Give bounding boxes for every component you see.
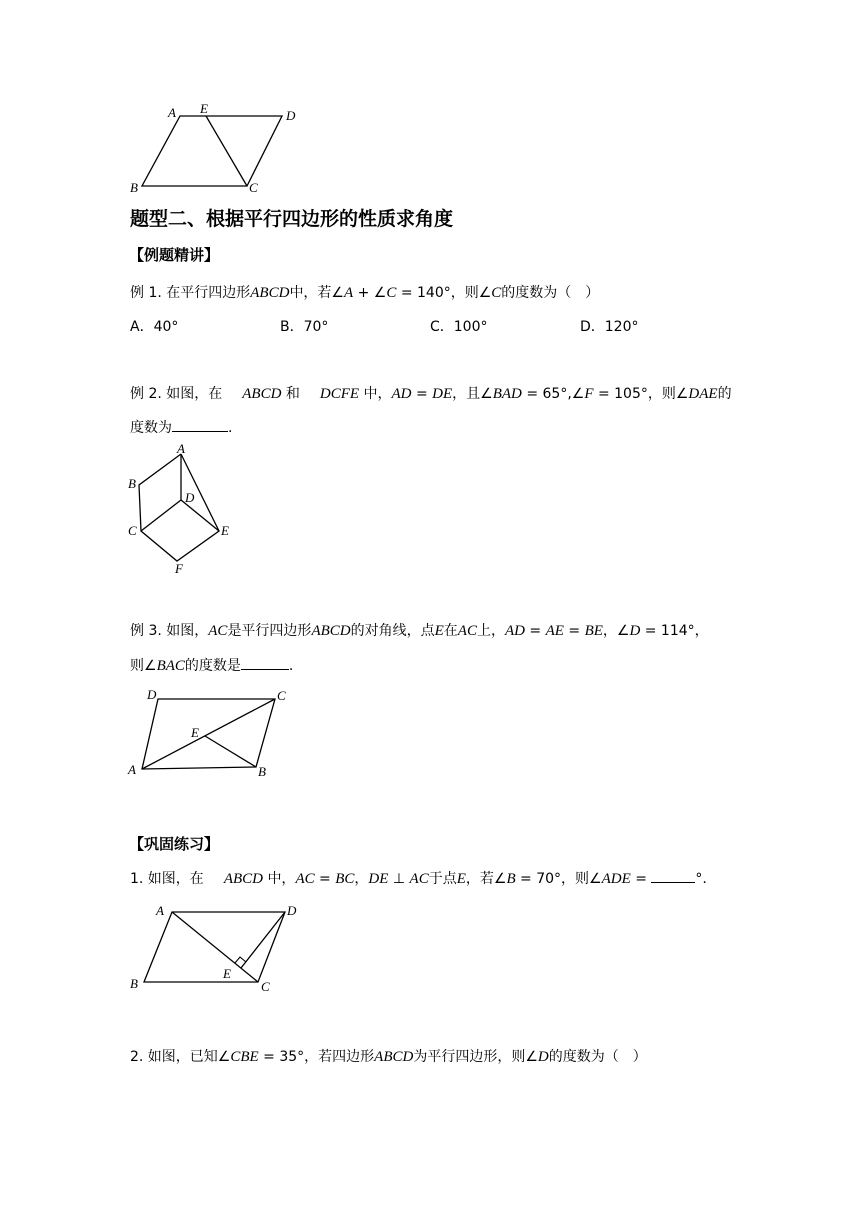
p2-cbe: CBE [230,1049,259,1065]
outer-outline [139,454,219,561]
example-2-figure [125,442,245,577]
ex3-be: BE [584,623,603,639]
ex2-mid: 中， [363,386,392,402]
practice-heading: 【巩固练习】 [129,835,220,853]
ex1-suffix: 的度数为（ ） [501,285,600,301]
p1-de: DE [368,871,389,887]
ex2-answer-blank[interactable] [172,417,228,432]
p1-t2: ， [354,871,369,887]
label-a: A [177,441,185,456]
label-a: A [128,762,136,777]
ex3-ad: AD [504,623,525,639]
ex1-option-c[interactable]: C．100° [430,319,488,335]
label-c: C [261,979,270,994]
label-c: C [249,180,258,195]
p1-bc: BC [335,871,355,887]
label-d: D [147,687,157,702]
right-angle-mark [235,957,246,963]
label-a: A [168,105,176,120]
p1-b: B [506,871,516,887]
ex2-suffix: 的 [717,386,732,402]
ex3-eq2: = [563,623,585,639]
ex3-abcd: ABCD [311,623,351,639]
p2-t1: 为平行四边形，则∠ [413,1049,538,1065]
ex3-t5: ，∠ [602,623,630,639]
segment-eb [205,736,256,767]
ex3-ac: AC [208,623,228,639]
p2-abcd: ABCD [374,1049,414,1065]
examples-heading: 【例题精讲】 [129,246,220,264]
p1-e: E [456,871,466,887]
label-d: D [287,903,297,918]
p1-end: °. [695,871,707,887]
ex2-end: . [228,420,233,436]
p1-ac: AC [295,871,315,887]
ex1-prefix: 例 1. 在平行四边形 [130,285,251,301]
top-figure-svg [128,100,308,195]
label-d: D [286,108,296,123]
ex1-abcd: ABCD [250,285,290,301]
ex1-option-a[interactable]: A．40° [130,319,179,335]
label-b: B [128,476,136,491]
p1-ac2: AC [409,871,429,887]
example-3-question [130,620,709,640]
p2-suffix: 的度数为（ ） [548,1049,647,1065]
section-title: 题型二、根据平行四边形的性质求角度 [130,208,454,230]
ex3-t2: 的对角线，点 [350,623,435,639]
diagonal-ac [142,699,275,769]
ex2-f: F [584,386,594,402]
ex2-dae: DAE [688,386,718,402]
p2-val: = 35°，若四边形 [258,1049,375,1065]
ex2-dcfe: DCFE [319,386,360,402]
p1-t3: 于点 [428,871,457,887]
ex3-figure-svg [125,685,300,785]
ex2-abcd: ABCD [242,386,282,402]
ex3-e: E [434,623,444,639]
segment-ec [206,116,247,186]
p1-abcd: ABCD [223,871,263,887]
ex1-option-d[interactable]: D．120° [580,319,639,335]
ex2-ad: AD [391,386,412,402]
diagonal-ac [172,912,258,982]
p1-eq2: = [630,871,652,887]
ex2-val1: = 65°,∠ [521,386,585,402]
p1-perp: ⊥ [388,871,410,887]
p1-answer-blank[interactable] [651,868,695,883]
top-parallelogram-figure [128,100,308,195]
ex1-a: A [344,285,354,301]
ex3-t1: 是平行四边形 [227,623,312,639]
ex1-c2: C [491,285,502,301]
segment-de [241,912,285,968]
p2-prefix: 2. 如图，已知∠ [130,1049,231,1065]
ex3-bac: BAC [156,658,185,674]
ex2-cond: ，且∠ [452,386,493,402]
p1-t1: 中， [267,871,296,887]
label-e: E [223,966,231,981]
ex3-ac2: AC [457,623,477,639]
ex2-line2: 度数为 [130,420,172,436]
p1-val: = 70°，则∠ [515,871,602,887]
ex1-mid1: 中，若∠ [289,285,344,301]
p1-eq1: = [314,871,336,887]
ex3-t3: 在 [443,623,458,639]
practice-2-question [130,1046,647,1066]
p2-d: D [537,1049,549,1065]
ex3-eq1: = [524,623,546,639]
label-b: B [130,180,138,195]
segment-dc [141,500,181,531]
example-1-question [130,282,599,302]
practice-1-question [130,868,707,888]
ex2-prefix: 例 2. 如图，在 [130,386,223,402]
p1-t4: ，若∠ [465,871,507,887]
p1-figure-svg [125,898,315,998]
ex2-and: 和 [285,386,300,402]
label-e: E [200,101,208,116]
ex3-answer-blank[interactable] [241,655,289,670]
label-c: C [128,523,137,538]
label-b: B [130,976,138,991]
ex1-plus: + ∠ [353,285,387,301]
label-b: B [258,764,266,779]
practice-1-figure [125,898,315,998]
ex1-eq: = 140°，则∠ [396,285,492,301]
label-d: D [185,490,195,505]
label-a: A [156,903,164,918]
ex3-line2: 则∠ [130,658,157,674]
example-2-line2 [130,417,232,437]
example-3-line2 [130,655,293,675]
example-3-figure [125,685,300,785]
ex3-t6: 的度数是 [184,658,241,674]
ex2-de: DE [432,386,453,402]
ex2-eq1: = [411,386,433,402]
label-c: C [277,688,286,703]
p1-ade: ADE [601,871,631,887]
ex2-val2: = 105°，则∠ [593,386,689,402]
ex3-prefix: 例 3. 如图， [130,623,209,639]
ex3-ae: AE [545,623,564,639]
ex2-figure-svg [125,442,245,577]
ex1-option-b[interactable]: B．70° [280,319,329,335]
ex3-val: = 114°， [640,623,709,639]
ex3-end: . [288,658,294,674]
label-f: F [175,561,183,576]
label-e: E [221,523,229,538]
example-2-question [130,383,732,403]
p1-prefix: 1. 如图，在 [130,871,204,887]
ex1-c: C [386,285,397,301]
ex3-t4: 上， [476,623,505,639]
label-e: E [191,725,199,740]
ex2-bad: BAD [492,386,522,402]
ex3-d: D [629,623,641,639]
